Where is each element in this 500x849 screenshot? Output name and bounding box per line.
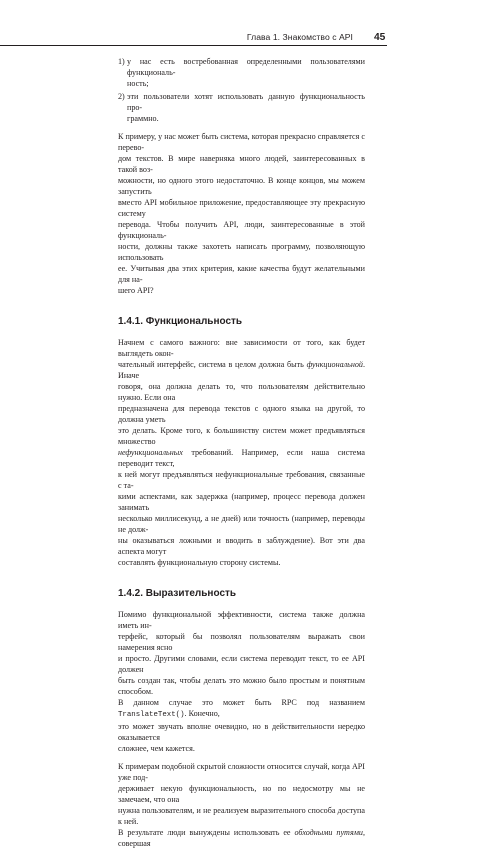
chapter-title: Глава 1. Знакомство с API (246, 32, 353, 42)
text-run: , совершая (118, 828, 365, 848)
page-number: 45 (374, 32, 386, 43)
text-run: Помимо функциональной эффективности, система также должна иметь ин- терфейс, который бы позволял пользователям выражать свои намерения ясно и просто. Другими словами, если система переводит текст, то ее API должен быть создан так, чтобы делать это можно было простым и понятным способом. В данном случае это может быть RPC под названием (118, 610, 365, 707)
criteria-list (118, 56, 365, 124)
emphasis-nonfunctional: нефункциональных (118, 448, 183, 457)
text-run: требований. Например, если наша система переводит текст, к ней могут предъявляться нефункциональные требования, связанные с та- кими аспектами, как задержка (например, процесс перевода должен занимать несколько миллисекунд, а не дней) или точность (например, переводы не долж- ны оказываться ложными и вводить в заблуждение). Вот эти два аспекта могут составлять функциональную сторону системы. (118, 448, 365, 567)
list-item-text: у нас есть востребованная определенными пользователями функциональ- ность; (127, 57, 365, 88)
text-run: . Конечно, это может звучать вполне очевидно, но в действительности нередко оказывается сложнее, чем кажется. (118, 709, 365, 753)
expressiveness-paragraph (118, 609, 365, 754)
list-item (118, 56, 365, 89)
list-item (118, 91, 365, 124)
intro-paragraph: К примеру, у нас может быть система, которая прекрасно справляется с перево- дом текстов. В мире наверняка много людей, заинтересованных в такой воз- можности, но одного этого недостаточно. В конце концов, мы можем запустить вместо API мобильное приложение, предоставляющее эту прекрасную систему перевода. Чтобы получить API, люди, заинтересованные в этой функциональ- ности, должны также захотеть написать программу, позволяющую использовать ее. Учитывая два этих критерия, какие качества будут желательными для на- шего API? (118, 132, 365, 295)
text-run: . Иначе говоря, она должна делать то, что пользователям действительно нужно. Если она предназначена для перевода текстов с одного языка на другой, то должна уметь это делать. Кроме того, к большинству систем может предъявляться множество (118, 360, 365, 446)
section-heading-functionality: 1.4.1. Функциональность (118, 316, 243, 327)
emphasis-workarounds: обходными путями (294, 828, 363, 837)
code-translate-text: TranslateText() (118, 711, 185, 719)
list-marker: 1) (118, 57, 125, 66)
text-run: Начнем с самого важного: вне зависимости от того, как будет выглядеть окон- чательный интерфейс, система в целом должна быть (118, 338, 365, 369)
hidden-complexity-paragraph (118, 761, 365, 849)
text-run: К примерам подобной скрытой сложности относится случай, когда API уже под- держивает некую функциональность, но по недосмотру мы не замечаем, что она нужна пользователям, и не реализуем выразительного способа доступа к ней. В результате люди вынуждены использовать ее (118, 762, 365, 837)
emphasis-functional: функциональной (306, 360, 363, 369)
section-heading-expressiveness: 1.4.2. Выразительность (118, 588, 237, 599)
list-marker: 2) (118, 92, 125, 101)
list-item-text: эти пользователи хотят использовать данную функциональность про- граммно. (127, 92, 365, 123)
running-header (0, 33, 387, 46)
page-body (118, 56, 365, 849)
functionality-paragraph (118, 337, 365, 568)
